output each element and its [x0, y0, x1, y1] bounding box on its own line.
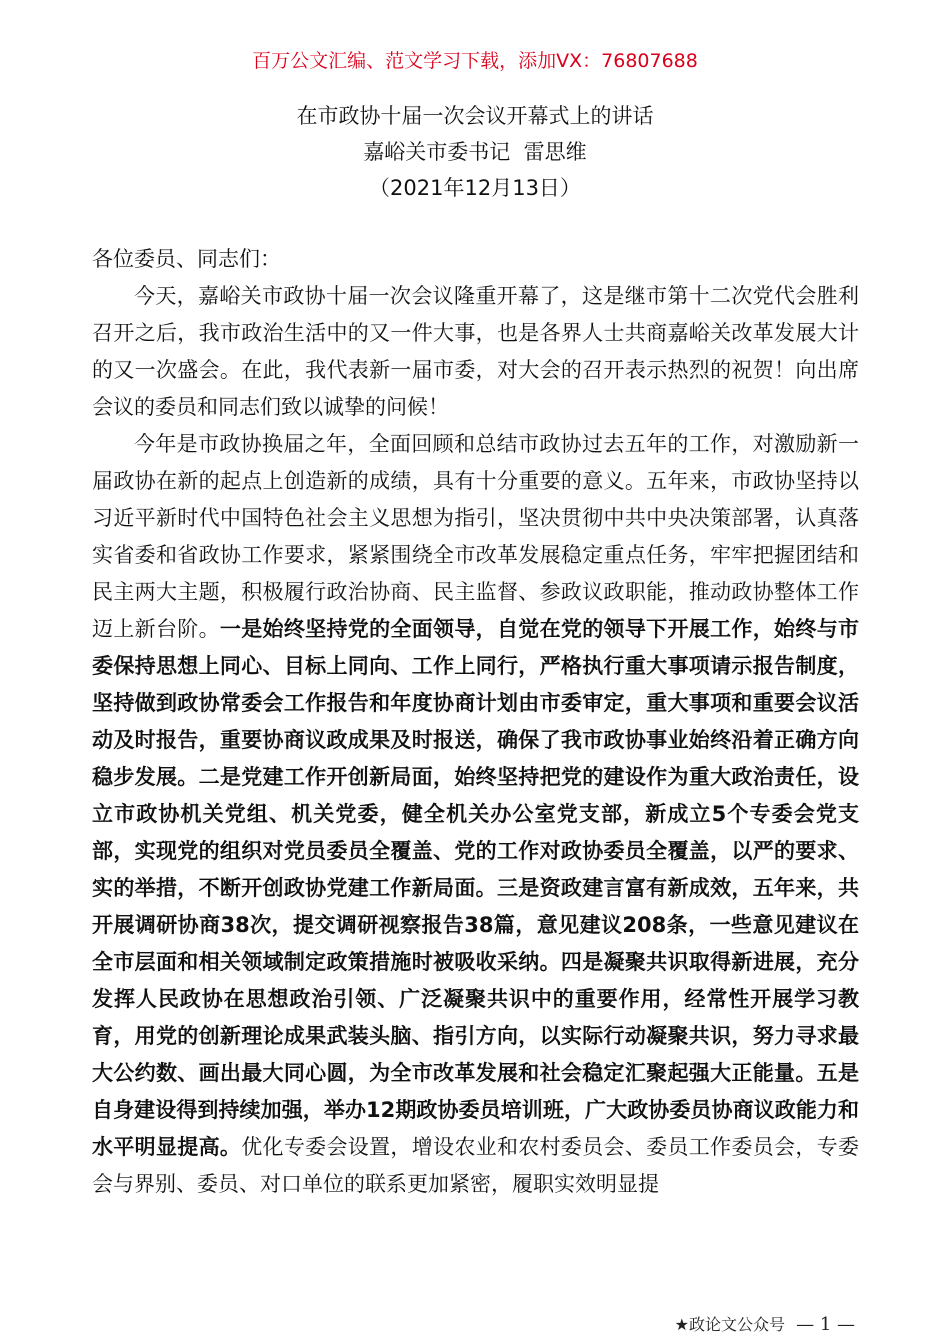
document-author: 嘉峪关市委书记 雷思维: [363, 140, 587, 164]
title-block: [0, 98, 950, 206]
page-number: — 1 —: [796, 1314, 855, 1335]
paragraph-2-highlights: 一是始终坚持党的全面领导，自觉在党的领导下开展工作，始终与市委保持思想上同心、目标上同向、工作上同行，严格执行重大事项请示报告制度，坚持做到政协常委会工作报告和年度协商计划由市委审定，重大事项和重要会议活动及时报告，重要协商议政成果及时报送，确保了我市政协事业始终沿着正确方向稳步发展。二是党建工作开创新局面，始终坚持把党的建设作为重大政治责任，设立市政协机关党组、机关党委，健全机关办公室党支部，新成立5个专委会党支部，实现党的组织对党员委员全覆盖、党的工作对政协委员全覆盖，以严的要求、实的举措，不断开创政协党建工作新局面。三是资政建言富有新成效，五年来，共开展调研协商38次，提交调研视察报告38篇，意见建议208条，一些意见建议在全市层面和相关领域制定政策措施时被吸收采纳。四是凝聚共识取得新进展，充分发挥人民政协在思想政治引领、广泛凝聚共识中的重要作用，经常性开展学习教育，用党的创新理论成果武装头脑、指引方向，以实际行动凝聚共识，努力寻求最大公约数、画出最大同心圆，为全市改革发展和社会稳定汇聚起强大正能量。五是自身建设得到持续加强，举办12期政协委员培训班，广大政协委员协商议政能力和水平明显提高。: [92, 617, 860, 1159]
paragraph-2: [92, 426, 859, 1203]
paragraph-2-intro: 今年是市政协换届之年，全面回顾和总结市政协过去五年的工作，对激励新一届政协在新的起点上创造新的成绩，具有十分重要的意义。五年来，市政协坚持以习近平新时代中国特色社会主义思想为指引，坚决贯彻中共中央决策部署，认真落实省委和省政协工作要求，紧紧围绕全市改革发展稳定重点任务，牢牢把握团结和民主两大主题，积极履行政治协商、民主监督、参政议政职能，推动政协整体工作迈上新台阶。: [92, 432, 859, 641]
document-body: [92, 241, 859, 1203]
footer-source: ★政论文公众号: [674, 1315, 785, 1334]
paragraph-1: 今天，嘉峪关市政协十届一次会议隆重开幕了，这是继市第十二次党代会胜利召开之后，我市政治生活中的又一件大事，也是各界人士共商嘉峪关改革发展大计的又一次盛会。在此，我代表新一届市委，对大会的召开表示热烈的祝贺！向出席会议的委员和同志们致以诚挚的问候！: [92, 284, 859, 419]
page-footer: [675, 1312, 855, 1335]
salutation: 各位委员、同志们：: [92, 247, 281, 271]
document-date: （2021年12月13日）: [369, 176, 581, 200]
document-title: 在市政协十届一次会议开幕式上的讲话: [296, 104, 654, 128]
header-note: 百万公文汇编、范文学习下载，添加VX：76807688: [252, 50, 698, 72]
paragraph-2-tail: 优化专委会设置，增设农业和农村委员会、委员工作委员会，专委会与界别、委员、对口单位的联系更加紧密，履职实效明显提: [92, 1135, 860, 1196]
